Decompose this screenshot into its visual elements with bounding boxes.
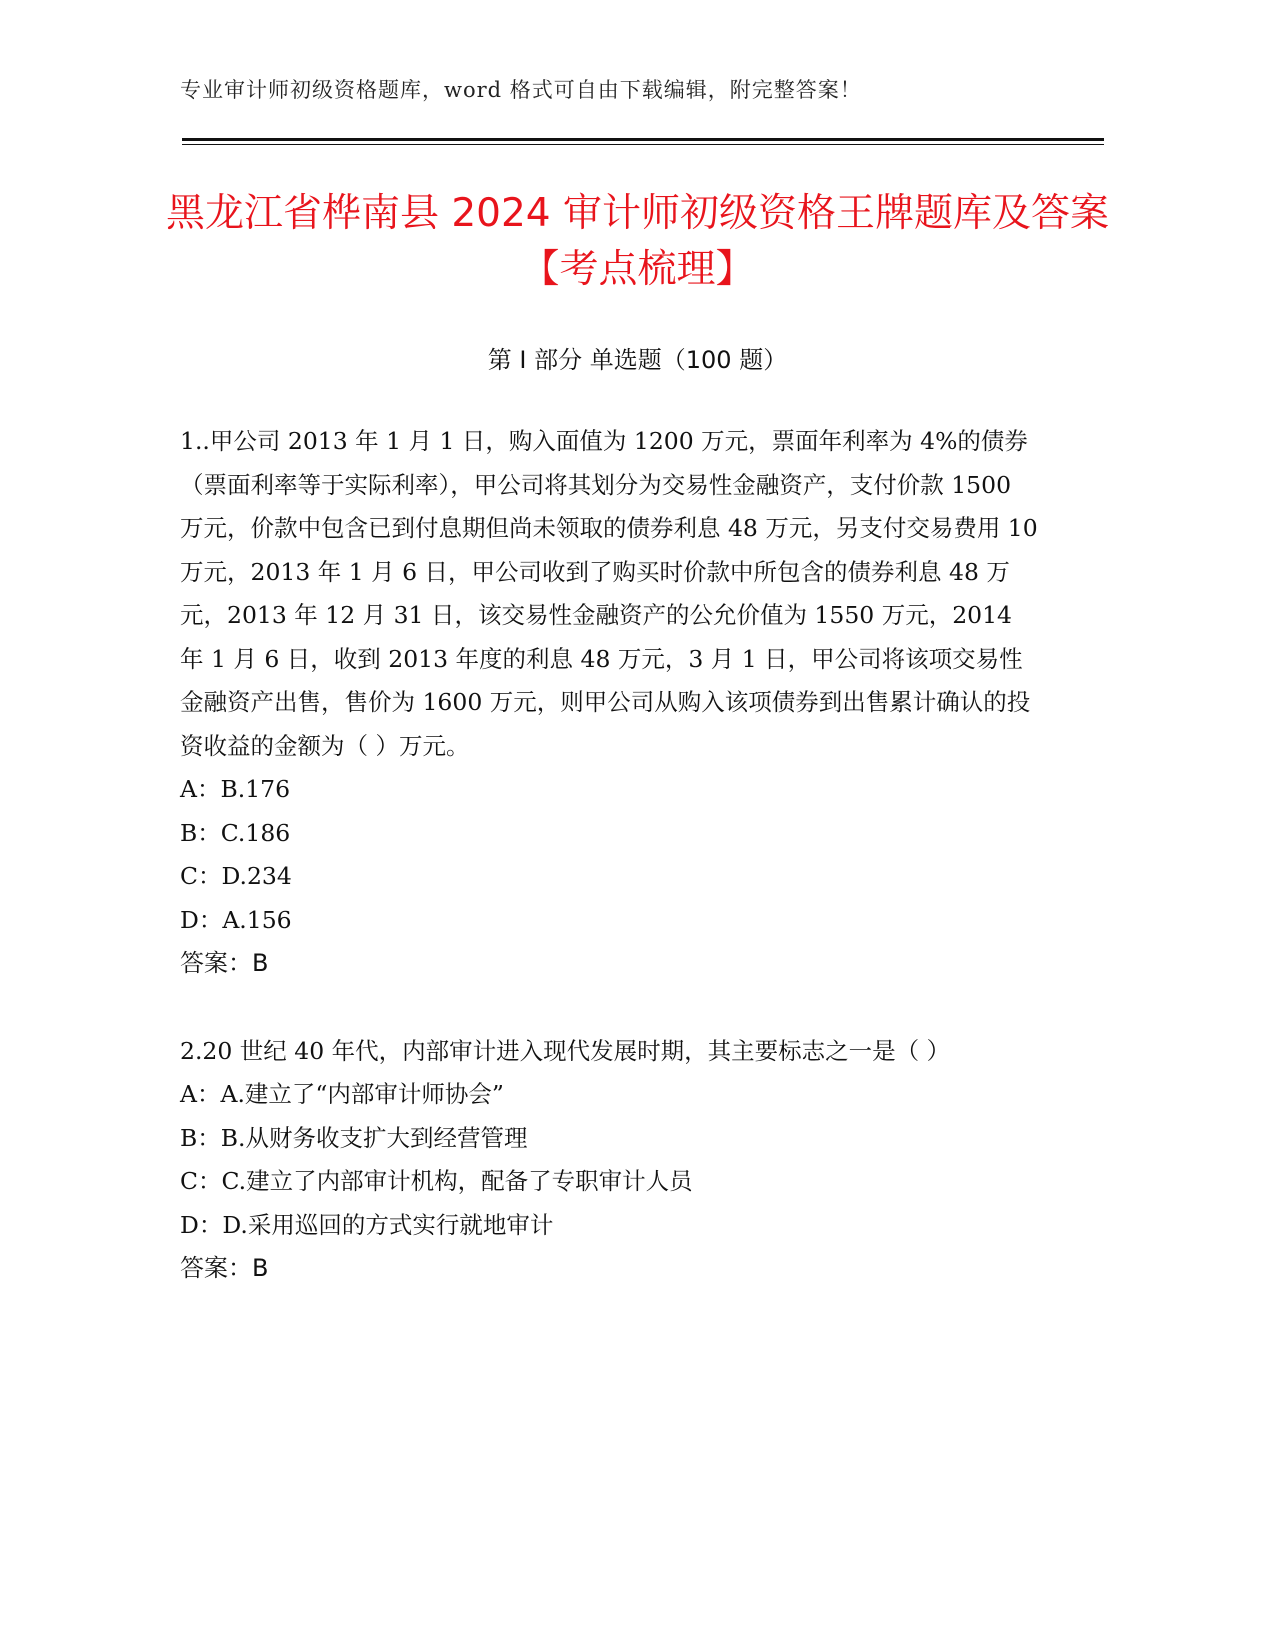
option-c: C：D.234 xyxy=(180,862,292,890)
option-c: C：C.建立了内部审计机构，配备了专职审计人员 xyxy=(180,1167,693,1195)
section-heading: 第 I 部分 单选题（100 题） xyxy=(487,346,788,374)
question-item xyxy=(180,420,1040,986)
answer: 答案：B xyxy=(180,1254,269,1282)
option-d: D：A.156 xyxy=(180,905,292,934)
question-spacer xyxy=(180,986,1040,1030)
question-list xyxy=(180,420,1040,1291)
option-b: B：B.从财务收支扩大到经营管理 xyxy=(180,1123,528,1152)
header-rule-thick xyxy=(182,138,1104,141)
option-a: A：A.建立了“内部审计师协会” xyxy=(180,1080,504,1108)
document-title: 黑龙江省桦南县 2024 审计师初级资格王牌题库及答案【考点梳理】 xyxy=(165,191,1110,292)
question-item xyxy=(180,1030,1040,1291)
option-b: B：C.186 xyxy=(180,818,291,847)
option-d: D：D.采用巡回的方式实行就地审计 xyxy=(180,1210,554,1239)
header-note: 专业审计师初级资格题库，word 格式可自由下载编辑，附完整答案！ xyxy=(180,78,862,102)
question-text: 1..甲公司 2013 年 1 月 1 日，购入面值为 1200 万元，票面年利率为 4%的债券（票面利率等于实际利率），甲公司将其划分为交易性金融资产，支付价款 1500 万元，价款中包含已到付息期但尚未领取的债券利息 48 万元，另支付交易费用 10 万元，2013 年 1 月 6 日，甲公司收到了购买时价款中所包含的债券利息 48 万元，2013 年 12 月 31 日，该交易性金融资产的公允价值为 1550 万元，2014 年 1 月 6 日，收到 2013 年度的利息 48 万元，3 月 1 日，甲公司将该项交易性金融资产出售，售价为 1600 万元，则甲公司从购入该项债券到出售累计确认的投资收益的金额为（ ）万元。 xyxy=(180,427,1038,760)
question-text: 2.20 世纪 40 年代，内部审计进入现代发展时期，其主要标志之一是（ ） xyxy=(180,1036,951,1065)
header-rule-thin xyxy=(182,144,1104,145)
answer: 答案：B xyxy=(180,949,269,977)
option-a: A：B.176 xyxy=(180,775,291,803)
